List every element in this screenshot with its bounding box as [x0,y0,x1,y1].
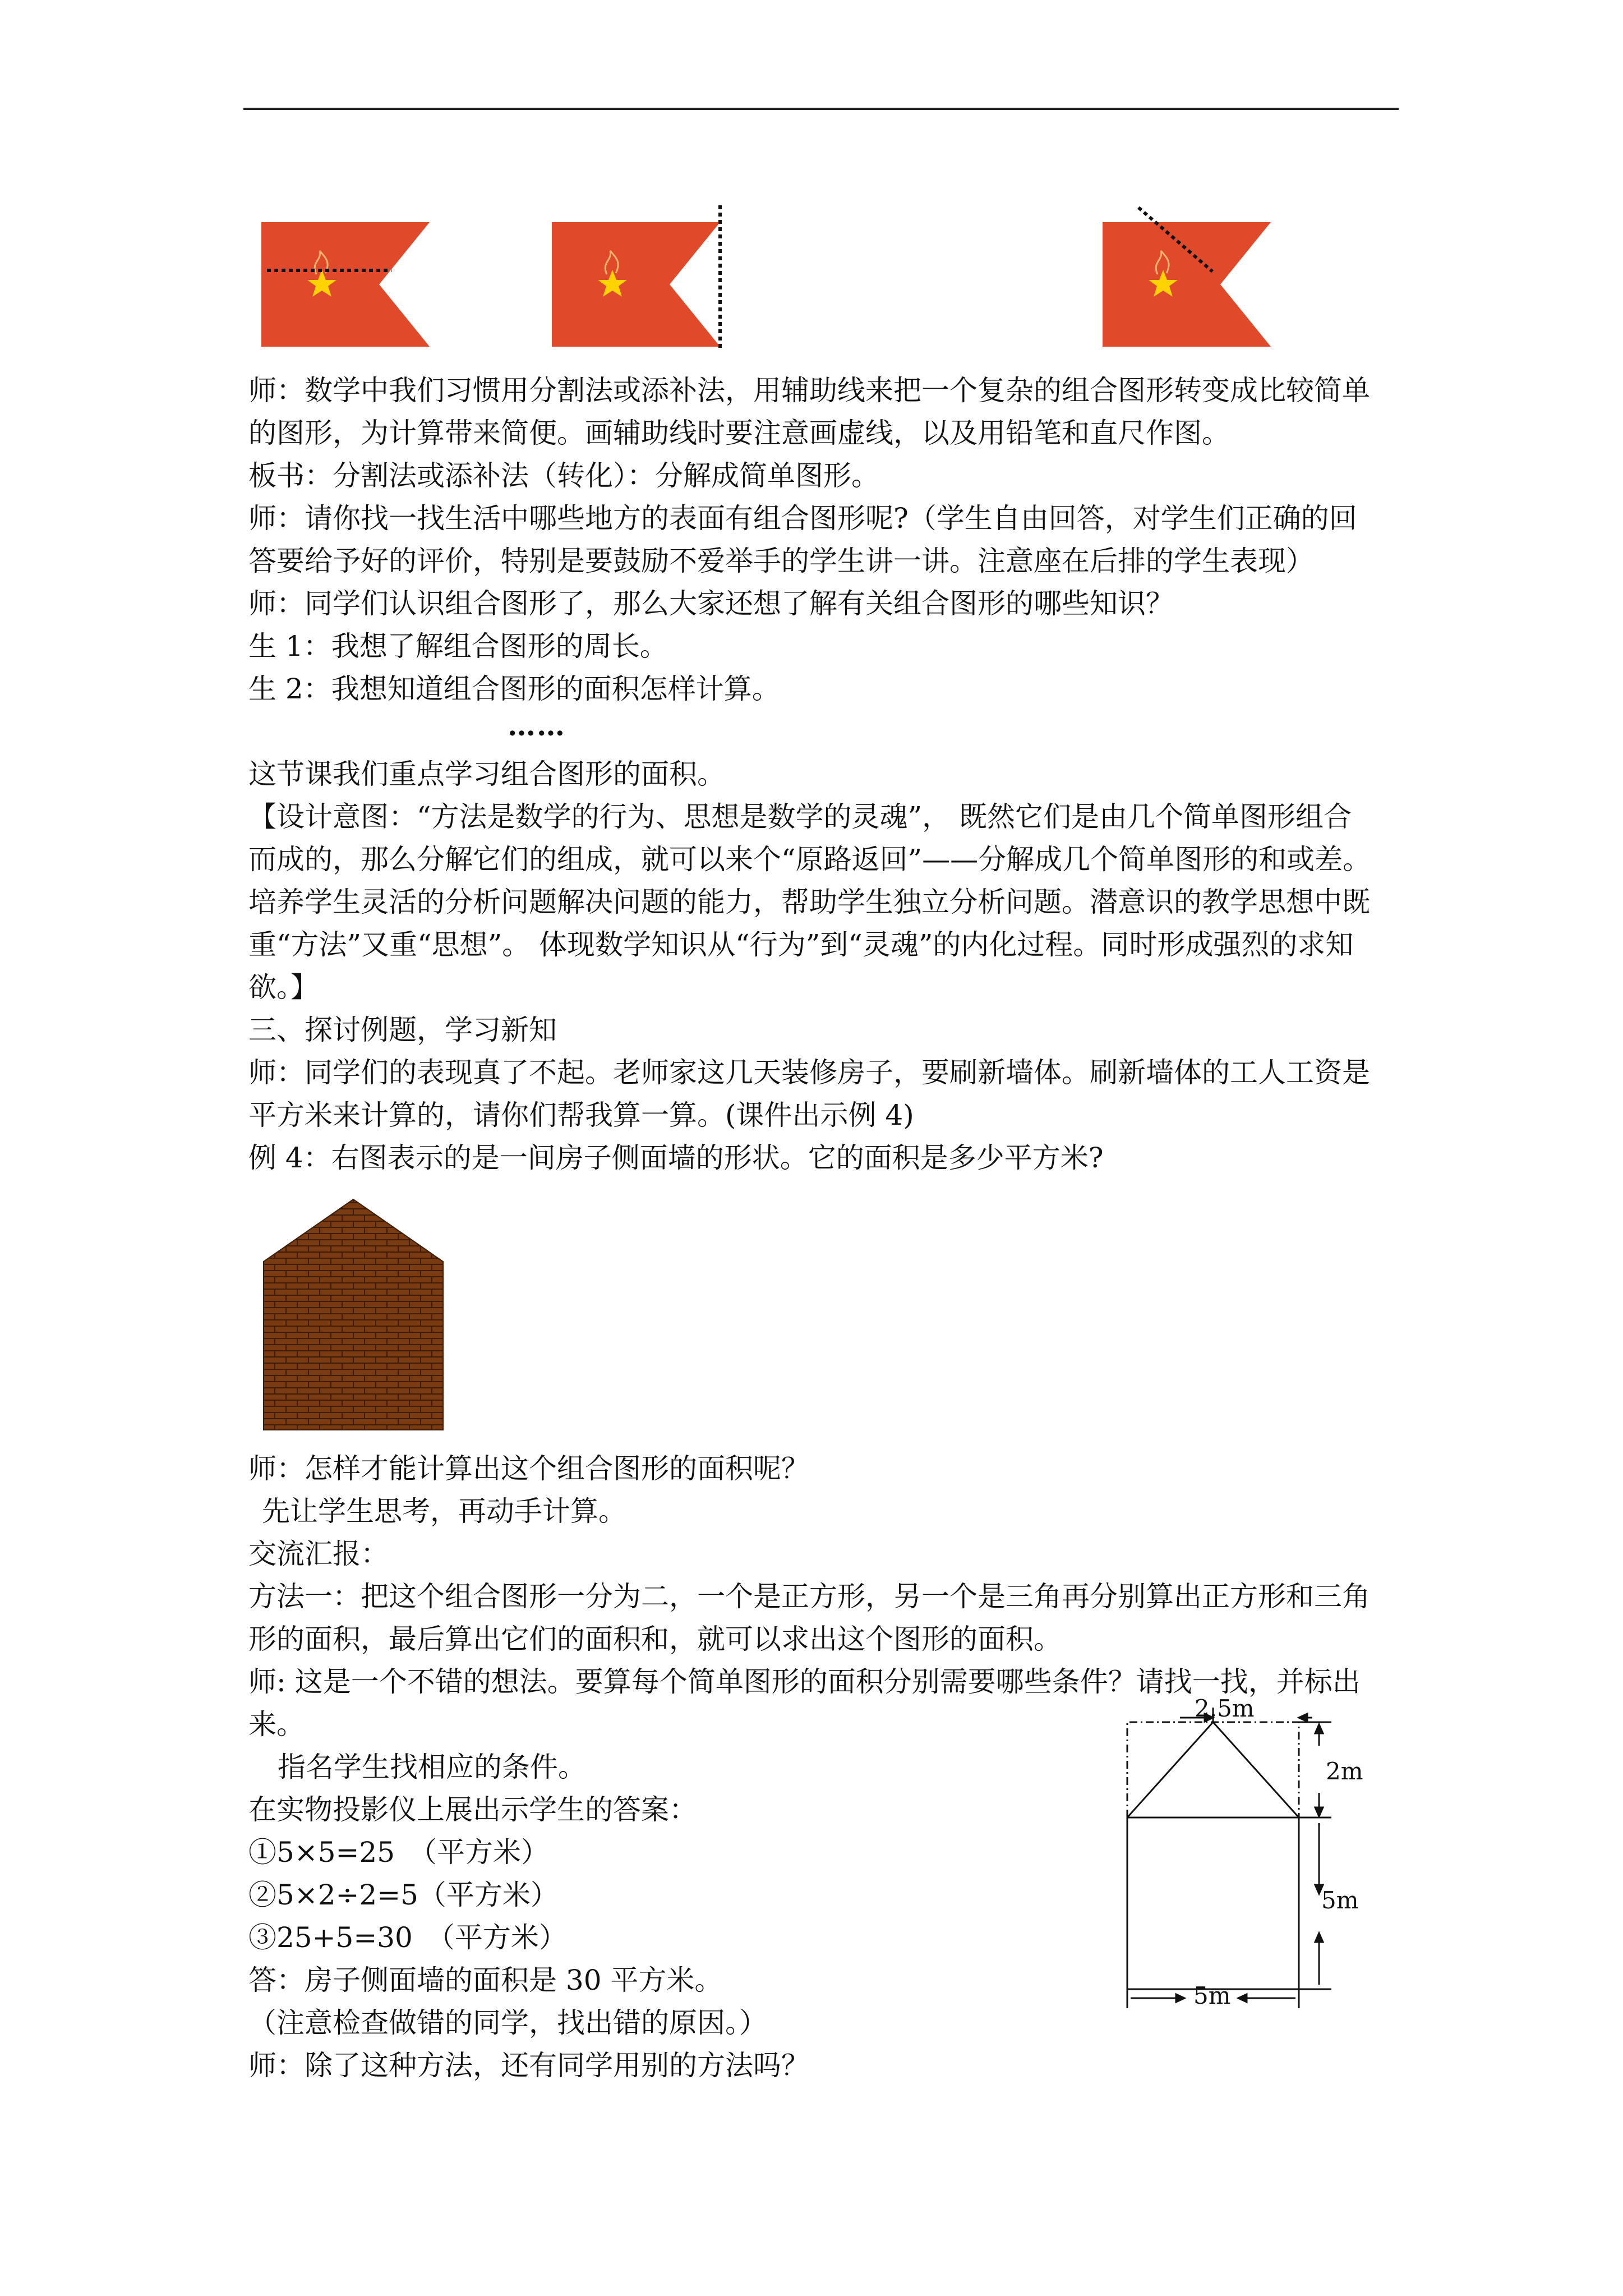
text-line-27: 师：除了这种方法，还有同学用别的方法吗？ [248,2049,809,2082]
text-line-24: 指名学生找相应的条件。 [278,1751,586,1783]
text-line-21: 形的面积，最后算出它们的面积和，就可以求出这个图形的面积。 [248,1623,1062,1655]
text-line-23: 来。 [248,1708,305,1741]
ellipsis: …… [508,709,566,742]
brick-house-image [258,1197,449,1433]
text-line-17: 师：怎样才能计算出这个组合图形的面积呢？ [248,1452,809,1485]
text-line-2: 的图形，为计算带来简便。画辅助线时要注意画虚线，以及用铅笔和直尺作图。 [248,417,1230,449]
text-line-19: 交流汇报： [248,1538,389,1570]
text-line-11: 而成的，那么分解它们的组成，就可以来个“原路返回”——分解成几个简单图形的和或差。 [248,843,1371,876]
text-line-25: 在实物投影仪上展出示学生的答案： [248,1793,697,1826]
label-right: 5m [1321,1887,1359,1914]
flag-horizontal-split [261,220,441,349]
text-line-20: 方法一：把这个组合图形一分为二，一个是正方形，另一个是三角再分别算出正方形和三角 [248,1580,1370,1613]
text-line-3: 板书：分割法或添补法（转化）：分解成简单图形。 [248,459,879,492]
text-line-6: 师：同学们认识组合图形了，那么大家还想了解有关组合图形的哪些知识？ [248,587,1174,620]
text-line-8: 生 2：我想知道组合图形的面积怎样计算。 [248,673,780,705]
text-line-5: 答要给予好的评价，特别是要鼓励不爱举手的学生讲一讲。注意座在后排的学生表现） [248,545,1314,577]
text-line-9: 这节课我们重点学习组合图形的面积。 [248,758,725,790]
label-right-top: 2m [1326,1757,1363,1785]
label-bottom: 5m [1193,1982,1231,2008]
header-rule [243,108,1399,110]
example-question: 例 4：右图表示的是一间房子侧面墙的形状。它的面积是多少平方米? [248,1142,1104,1174]
text-line-15: 师：同学们的表现真了不起。老师家这几天装修房子，要刷新墙体。刷新墙体的工人工资是 [248,1056,1370,1089]
text-line-16: 平方米来计算的，请你们帮我算一算。(课件出示例 4) [248,1099,914,1131]
house-dimension-diagram [1110,1683,1380,2008]
answer-step-2: ②5×2÷2=5（平方米） [248,1879,559,1911]
answer-step-3: ③25+5=30 （平方米） [248,1921,567,1954]
answer-step-1: ①5×5=25 （平方米） [248,1836,550,1869]
text-line-13: 重“方法”又重“思想”。 体现数学知识从“行为”到“灵魂”的内化过程。同时形成强烈的求知 [248,928,1354,961]
text-line-1: 师：数学中我们习惯用分割法或添补法，用辅助线来把一个复杂的组合图形转变成比较简单 [248,374,1370,407]
text-line-22: 师: 这是一个不错的想法。要算每个简单图形的面积分别需要哪些条件？请找一找，并标出 [248,1665,1361,1698]
flag-diagonal-complement [1103,203,1282,350]
text-line-7: 生 1：我想了解组合图形的周长。 [248,630,668,662]
section-heading: 三、探讨例题，学习新知 [248,1014,557,1046]
text-line-26: （注意检查做错的同学，找出错的原因。） [248,2007,767,2039]
flag-vertical-complement [552,203,731,350]
text-line-18: 先让学生思考，再动手计算。 [262,1495,626,1527]
text-line-14: 欲。】 [248,971,319,1004]
text-line-4: 师：请你找一找生活中哪些地方的表面有组合图形呢?（学生自由回答，对学生们正确的回 [248,502,1357,535]
answer-line: 答：房子侧面墙的面积是 30 平方米。 [248,1964,723,1996]
label-top: 2.5m [1195,1695,1255,1722]
text-line-10: 【设计意图：“方法是数学的行为、思想是数学的灵魂”， 既然它们是由几个简单图形组合 [248,800,1352,833]
text-line-12: 培养学生灵活的分析问题解决问题的能力，帮助学生独立分析问题。潜意识的教学思想中既 [248,886,1370,918]
